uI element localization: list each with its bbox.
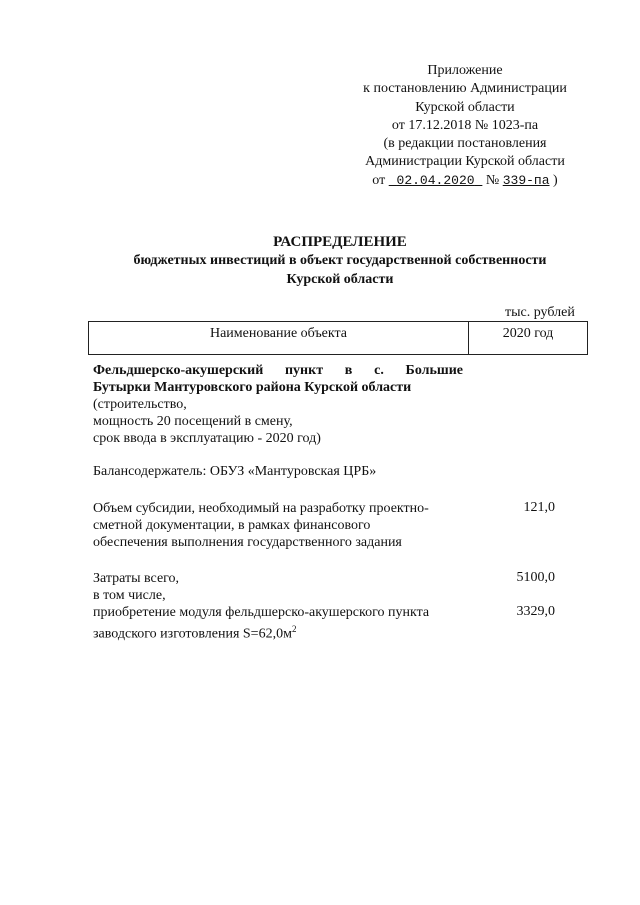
subsidy-value: 121,0 (523, 500, 555, 515)
document-title: РАСПРЕДЕЛЕНИЕ (273, 234, 407, 250)
costs-total-value: 5100,0 (516, 570, 555, 585)
appendix-line: Курской области (415, 99, 515, 115)
object-name-line-2: Бутырки Мантуровского района Курской области (93, 380, 412, 395)
amendment-date-line (340, 172, 590, 190)
unit-label: тыс. рублей (505, 305, 575, 320)
costs-item-line-2: заводского изготовления $S=62,0м^2$ (93, 624, 297, 642)
table-header (88, 321, 588, 355)
subsidy-line-3: обеспечения выполнения государственного задания (93, 535, 402, 550)
object-detail-1: (строительство, (93, 397, 187, 412)
closing-paren: ) (553, 172, 558, 188)
amendment-date: 02.04.2020 (396, 172, 475, 188)
object-detail-2: мощность 20 посещений в смену, (93, 414, 293, 429)
column-header-year: 2020 год (502, 326, 554, 341)
number-prefix: № (485, 172, 500, 188)
costs-total-label: Затраты всего, (93, 571, 180, 586)
costs-item-line-1: приобретение модуля фельдшерско-акушерского пункта (93, 605, 430, 620)
appendix-line: к постановлению Администрации (363, 81, 567, 97)
balance-holder: Балансодержатель: ОБУЗ «Мантуровская ЦРБ» (93, 464, 377, 479)
appendix-block (340, 62, 590, 190)
amendment-number: 339-па (502, 172, 550, 188)
subsidy-line-1: Объем субсидии, необходимый на разработку проектно- (93, 501, 429, 516)
object-detail-3: срок ввода в эксплуатацию - 2020 год) (93, 431, 321, 446)
appendix-line: Администрации Курской области (365, 154, 565, 170)
appendix-line: (в редакции постановления (383, 136, 547, 152)
appendix-line: Приложение (427, 63, 503, 78)
document-subtitle-1: бюджетных инвестиций в объект государственной собственности (133, 253, 547, 268)
document-subtitle-2: Курской области (286, 272, 394, 287)
costs-item-value: 3329,0 (516, 604, 555, 619)
superscript: 2 (291, 624, 297, 634)
subsidy-line-2: сметной документации, в рамках финансового (93, 518, 371, 533)
appendix-line: от 17.12.2018 № 1023-па (391, 117, 539, 133)
object-name-line-1: Фельдшерско-акушерский пункт в с. Большие (93, 363, 463, 378)
date-prefix: от (372, 172, 386, 188)
column-header-name: Наименование объекта (209, 326, 348, 341)
costs-including: в том числе, (93, 588, 166, 603)
